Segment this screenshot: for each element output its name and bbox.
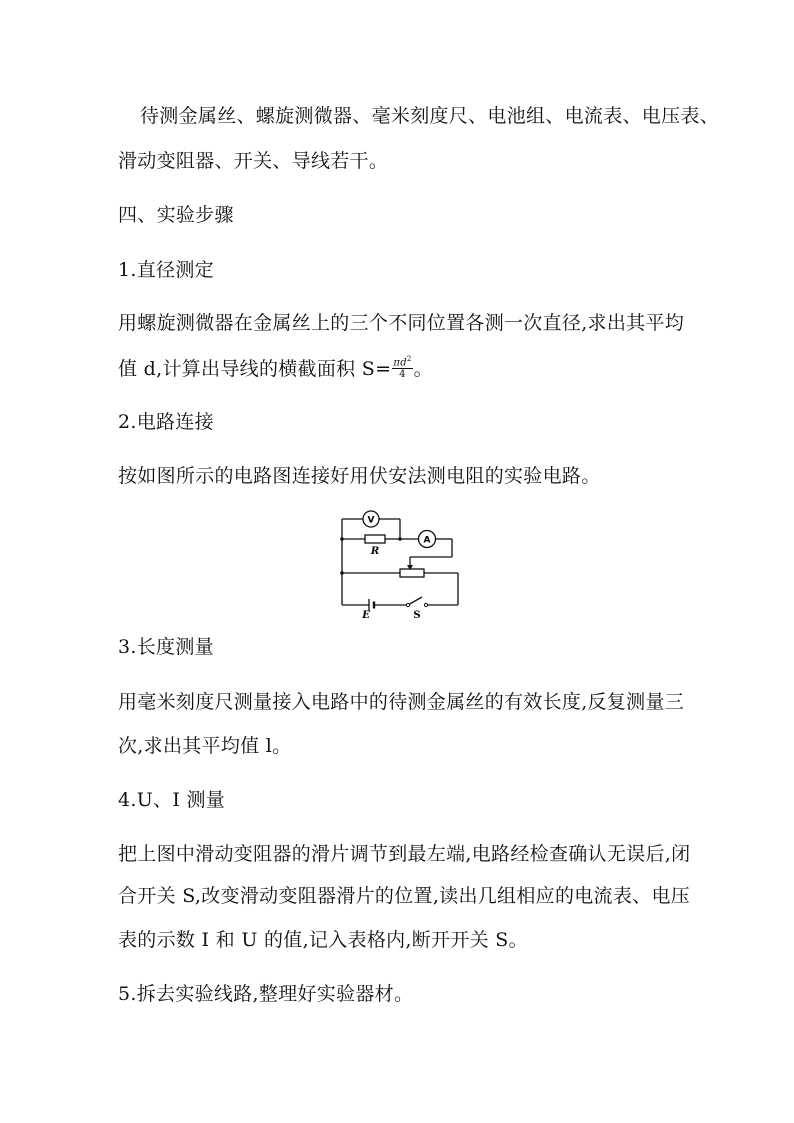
junction-dot xyxy=(340,537,344,541)
step3-line-2: 次,求出其平均值 l。 xyxy=(118,735,292,757)
formula-numerator: πd xyxy=(393,357,407,369)
step4-line-1: 把上图中滑动变阻器的滑片调节到最左端,电路经检查确认无误后,闭 xyxy=(118,843,691,865)
step1-line-1: 用螺旋测微器在金属丝上的三个不同位置各测一次直径,求出其平均 xyxy=(118,312,685,334)
step5-title: 5.拆去实验线路,整理好实验器材。 xyxy=(118,983,414,1005)
step2-line-1: 按如图所示的电路图连接好用伏安法测电阻的实验电路。 xyxy=(118,465,601,487)
switch-contact xyxy=(424,603,427,606)
area-formula xyxy=(392,354,412,380)
materials-line-2: 滑动变阻器、开关、导线若干。 xyxy=(118,150,389,172)
step1-line-2-prefix: 值 d,计算出导线的横截面积 S= xyxy=(118,358,392,381)
battery-label: E xyxy=(362,610,370,620)
step4-line-3: 表的示数 I 和 U 的值,记入表格内,断开开关 S。 xyxy=(118,929,528,951)
switch-label: S xyxy=(413,610,421,620)
ammeter-label: A xyxy=(423,535,431,546)
step1-line-2 xyxy=(118,357,433,383)
voltmeter-label: V xyxy=(367,515,375,526)
resistor-r xyxy=(365,535,385,543)
junction-dot xyxy=(340,571,344,575)
section-title: 四、实验步骤 xyxy=(118,204,234,226)
junction-dot xyxy=(398,537,402,541)
formula-denominator: 4 xyxy=(399,369,406,381)
resistor-label: R xyxy=(370,546,380,557)
step4-line-2: 合开关 S,改变滑动变阻器滑片的位置,读出几组相应的电流表、电压 xyxy=(118,885,691,907)
formula-exponent: 2 xyxy=(406,355,412,363)
step2-title: 2.电路连接 xyxy=(118,411,214,433)
step3-title: 3.长度测量 xyxy=(118,636,214,658)
step1-title: 1.直径测定 xyxy=(118,259,214,281)
step3-line-1: 用毫米刻度尺测量接入电路中的待测金属丝的有效长度,反复测量三 xyxy=(118,691,685,713)
switch-contact xyxy=(406,603,409,606)
step1-line-2-suffix: 。 xyxy=(413,358,433,381)
rheostat xyxy=(400,569,424,577)
step4-title: 4.U、I 测量 xyxy=(118,789,226,811)
circuit-diagram xyxy=(330,505,470,620)
materials-line-1: 待测金属丝、螺旋测微器、毫米刻度尺、电池组、电流表、电压表、 xyxy=(140,105,720,127)
switch-blade xyxy=(408,597,422,605)
